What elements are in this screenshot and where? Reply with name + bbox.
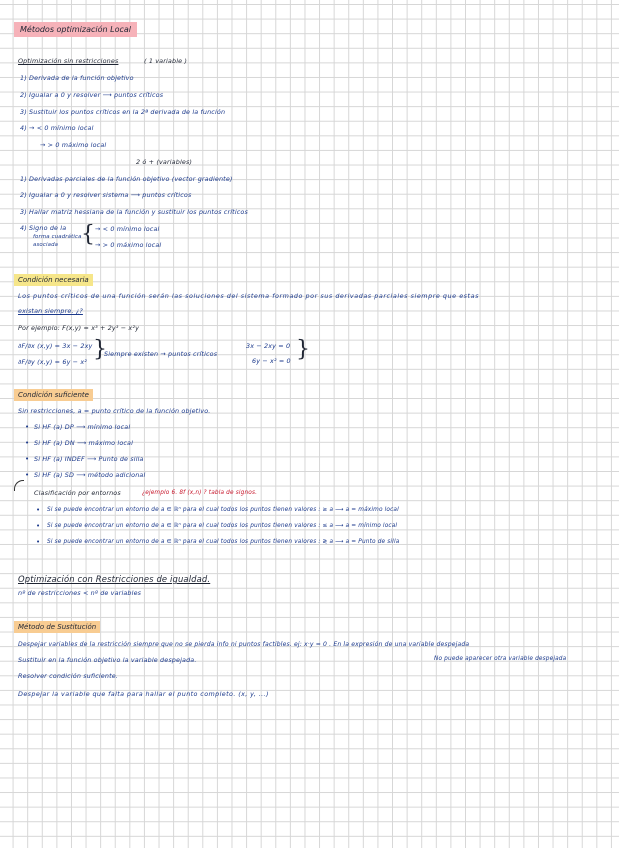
- hessian-indef: Si HF (a) INDEF ⟶ Punto de silla: [34, 455, 144, 463]
- step-1: 1) Derivada de la función objetivo: [20, 74, 134, 82]
- step-4-max: → > 0 máximo local: [40, 141, 107, 149]
- sustitucion-line-1b: No puede aparecer otra variable despejada: [434, 656, 567, 662]
- section-subheading-multi-variable: 2 ó + (variables): [136, 158, 193, 166]
- hessian-dp: Si HF (a) DP ⟶ mínimo local: [34, 423, 131, 431]
- system-eq-1: 3x − 2xy = 0: [246, 342, 291, 350]
- hessian-dn: Si HF (a) DN ⟶ máximo local: [34, 439, 134, 447]
- bullet-icon: •: [36, 506, 41, 514]
- bullet-icon: •: [25, 455, 30, 463]
- brace-icon: }: [93, 337, 107, 362]
- section-subheading-one-variable: ( 1 variable ): [144, 57, 188, 65]
- bullet-icon: •: [25, 439, 30, 447]
- section-heading-sin-restricciones: Optimización sin restricciones: [18, 57, 119, 65]
- necesaria-example: Por ejemplo: F(x,y) = x³ + 2y³ − x²y: [18, 324, 140, 332]
- multi-step-3: 3) Hallar matriz hessiana de la función y sustituir los puntos críticos: [20, 208, 248, 216]
- entorno-minimo: Si se puede encontrar un entorno de a ∈ ℝⁿ para el cual todos los puntos tienen valores : ≤ a ⟶ a = mínimo local: [47, 523, 398, 529]
- necesaria-line-2: existan siempre. ¿?: [18, 307, 83, 315]
- brace-icon: {: [81, 222, 95, 247]
- condicion-suficiente-heading: Condición suficiente: [14, 389, 93, 401]
- partial-x: ∂F/∂x (x,y) = 3x − 2xy: [18, 342, 93, 350]
- bullet-icon: •: [25, 471, 30, 479]
- entorno-silla: Si se puede encontrar un entorno de a ∈ ℝⁿ para el cual todos los puntos tienen valores : ≷ a ⟶ a = Punto de silla: [47, 539, 400, 545]
- sustitucion-line-3: Resolver condición suficiente.: [18, 672, 118, 680]
- necesaria-note: Siempre existen → puntos críticos: [104, 350, 218, 358]
- sustitucion-heading: Método de Sustitución: [14, 621, 100, 633]
- system-eq-2: 6y − x² = 0: [252, 357, 291, 365]
- suficiente-intro: Sin restricciones, a = punto crítico de la función objetivo.: [18, 407, 211, 415]
- step-3: 3) Sustituir los puntos críticos en la 2ª derivada de la función: [20, 108, 226, 116]
- igualdad-line: nº de restricciones < nº de variables: [18, 589, 142, 597]
- hessian-sd: Si HF (a) SD ⟶ método adicional: [34, 471, 146, 479]
- multi-step-4: 4) Signo de la: [20, 224, 67, 232]
- multi-step-4-max: → > 0 máximo local: [95, 241, 162, 249]
- curved-arrow-icon: [14, 480, 24, 491]
- bullet-icon: •: [36, 538, 41, 546]
- sustitucion-line-2: Sustituir en la función objetivo la variable despejada.: [18, 656, 197, 664]
- igualdad-heading: Optimización con Restricciones de igualdad.: [18, 574, 211, 584]
- brace-icon: }: [296, 337, 310, 362]
- multi-step-4-associated: asociada: [33, 242, 59, 248]
- partial-y: ∂F/∂y (x,y) = 6y − x²: [18, 358, 88, 366]
- entorno-maximo: Si se puede encontrar un entorno de a ∈ ℝⁿ para el cual todos los puntos tienen valores : ≥ a ⟶ a = máximo local: [47, 507, 399, 513]
- bullet-icon: •: [36, 522, 41, 530]
- clasificacion-note: ¿ejemplo 6. 8f (x,n) ? tabla de signos.: [142, 490, 258, 496]
- multi-step-4-quadratic-form: forma cuadrática: [33, 234, 82, 240]
- clasificacion-entornos: Clasificación por entornos: [34, 489, 121, 497]
- condicion-necesaria-heading: Condición necesaria: [14, 274, 93, 286]
- page-title: Métodos optimización Local: [14, 22, 137, 37]
- sustitucion-line-4: Despejar la variable que falta para hallar el punto completo. (x, y, ...): [18, 690, 269, 698]
- multi-step-1: 1) Derivadas parciales de la función objetivo (vector gradiente): [20, 175, 233, 183]
- step-4-min: 4) → < 0 mínimo local: [20, 124, 94, 132]
- sustitucion-line-1: Despejar variables de la restricción siempre que no se pierda info ni puntos factibles. ej: x·y = 0 . En la expresión de una variable despejada: [18, 641, 470, 648]
- multi-step-2: 2) Igualar a 0 y resolver sistema ⟶ puntos críticos: [20, 191, 192, 199]
- step-2: 2) Igualar a 0 y resolver ⟶ puntos críticos: [20, 91, 164, 99]
- multi-step-4-min: → < 0 mínimo local: [95, 225, 160, 233]
- necesaria-line-1: Los puntos críticos de una función serán las soluciones del sistema formado por sus derivadas parciales siempre que estas: [18, 292, 479, 300]
- bullet-icon: •: [25, 423, 30, 431]
